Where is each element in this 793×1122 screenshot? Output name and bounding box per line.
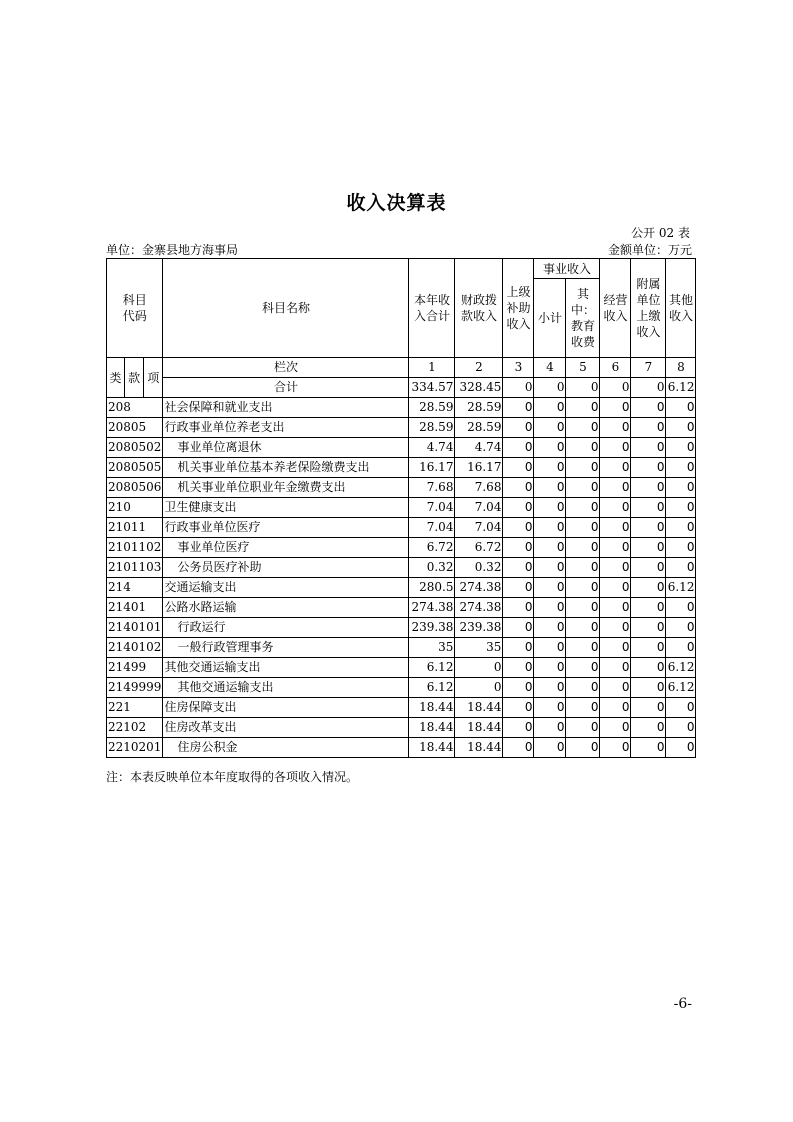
amount-cell: 0 [666, 558, 696, 578]
table-row [107, 698, 696, 718]
header-edu-fee: 其中：教育收费 [566, 279, 600, 358]
amount-cell: 0 [631, 398, 666, 418]
table-row [107, 438, 696, 458]
amount-cell: 0 [666, 438, 696, 458]
amount-cell: 280.5 [409, 578, 455, 598]
amount-cell: 28.59 [409, 398, 455, 418]
amount-cell: 6.12 [409, 658, 455, 678]
amount-cell: 0 [631, 658, 666, 678]
amount-cell: 7.04 [455, 498, 503, 518]
amount-cell: 0 [666, 538, 696, 558]
amount-cell: 0 [600, 478, 631, 498]
amount-cell: 0 [600, 698, 631, 718]
amount-cell: 0 [503, 598, 534, 618]
amount-cell: 0 [566, 698, 600, 718]
subject-name-cell: 公路水路运输 [163, 598, 409, 618]
amount-cell: 0 [566, 578, 600, 598]
amount-cell: 0 [600, 418, 631, 438]
amount-cell: 35 [455, 638, 503, 658]
column-number: 5 [566, 358, 600, 378]
header-fiscal: 财政拨款收入 [455, 259, 503, 358]
subject-code-cell: 210 [107, 498, 163, 518]
subject-name-cell: 其他交通运输支出 [163, 658, 409, 678]
amount-cell: 0 [600, 598, 631, 618]
page-title: 收入决算表 [346, 192, 447, 214]
amount-cell: 16.17 [409, 458, 455, 478]
amount-cell: 0 [666, 638, 696, 658]
header-upper-subsidy: 上级补助收入 [503, 259, 534, 358]
amount-cell: 0 [566, 558, 600, 578]
header-subject-code: 科目代码 [107, 259, 163, 358]
amount-cell: 0 [631, 478, 666, 498]
table-row [107, 718, 696, 738]
amount-cell: 0 [600, 498, 631, 518]
amount-cell: 0 [600, 398, 631, 418]
subject-code-cell: 21499 [107, 658, 163, 678]
table-row [107, 418, 696, 438]
subject-code-cell: 214 [107, 578, 163, 598]
amount-cell: 0 [600, 638, 631, 658]
amount-cell: 0 [566, 678, 600, 698]
total-row-label: 合计 [163, 378, 409, 398]
amount-cell: 28.59 [455, 418, 503, 438]
subject-code-cell: 2101102 [107, 538, 163, 558]
subject-name-cell: 事业单位医疗 [163, 538, 409, 558]
amount-cell: 0 [566, 418, 600, 438]
subject-name-cell: 行政运行 [163, 618, 409, 638]
amount-cell: 0 [631, 538, 666, 558]
amount-cell: 0 [534, 638, 566, 658]
amount-cell: 0 [600, 738, 631, 758]
amount-cell: 0 [600, 458, 631, 478]
amount-cell: 0 [566, 638, 600, 658]
amount-cell: 35 [409, 638, 455, 658]
subject-code-cell: 20805 [107, 418, 163, 438]
amount-cell: 0 [631, 638, 666, 658]
amount-cell: 0 [503, 538, 534, 558]
unit-label: 单位：金寨县地方海事局 [106, 243, 239, 257]
amount-cell: 274.38 [455, 598, 503, 618]
amount-cell: 0 [600, 678, 631, 698]
amount-cell: 0 [503, 678, 534, 698]
amount-cell: 0 [503, 498, 534, 518]
amount-cell: 0 [666, 518, 696, 538]
amount-cell: 0 [666, 478, 696, 498]
total-cell: 0 [566, 378, 600, 398]
amount-cell: 0 [631, 578, 666, 598]
amount-cell: 0 [666, 598, 696, 618]
header-shiye: 事业收入 [534, 259, 600, 279]
money-unit-label: 金额单位：万元 [607, 243, 692, 257]
amount-cell: 0 [666, 718, 696, 738]
amount-cell: 0 [566, 458, 600, 478]
subject-name-cell: 卫生健康支出 [163, 498, 409, 518]
subject-code-cell: 2210201 [107, 738, 163, 758]
subject-name-cell: 行政事业单位养老支出 [163, 418, 409, 438]
header-kuan: 款 [125, 358, 144, 398]
table-row [107, 458, 696, 478]
total-cell: 0 [503, 378, 534, 398]
subject-name-cell: 行政事业单位医疗 [163, 518, 409, 538]
total-cell: 0 [534, 378, 566, 398]
amount-cell: 0.32 [455, 558, 503, 578]
table-row [107, 578, 696, 598]
amount-cell: 0 [534, 418, 566, 438]
form-number: 公开 02 表 [631, 226, 690, 240]
subject-code-cell: 208 [107, 398, 163, 418]
column-number: 3 [503, 358, 534, 378]
header-xiang: 项 [144, 358, 163, 398]
amount-cell: 0 [503, 618, 534, 638]
amount-cell: 239.38 [455, 618, 503, 638]
subject-code-cell: 2149999 [107, 678, 163, 698]
amount-cell: 0 [666, 738, 696, 758]
amount-cell: 0 [566, 478, 600, 498]
income-table [106, 258, 696, 758]
column-number: 4 [534, 358, 566, 378]
total-cell: 334.57 [409, 378, 455, 398]
amount-cell: 0 [503, 398, 534, 418]
amount-cell: 0 [600, 618, 631, 638]
header-other: 其他收入 [666, 259, 696, 358]
amount-cell: 0 [666, 618, 696, 638]
amount-cell: 0 [566, 498, 600, 518]
amount-cell: 0 [534, 458, 566, 478]
amount-cell: 0 [631, 418, 666, 438]
amount-cell: 0 [455, 678, 503, 698]
amount-cell: 0 [566, 658, 600, 678]
amount-cell: 6.72 [455, 538, 503, 558]
header-subtotal: 小计 [534, 279, 566, 358]
subject-name-cell: 交通运输支出 [163, 578, 409, 598]
amount-cell: 0 [600, 558, 631, 578]
amount-cell: 0 [600, 658, 631, 678]
amount-cell: 0 [566, 398, 600, 418]
amount-cell: 7.04 [409, 498, 455, 518]
amount-cell: 0 [503, 478, 534, 498]
header-operating: 经营收入 [600, 259, 631, 358]
amount-cell: 239.38 [409, 618, 455, 638]
amount-cell: 0 [566, 538, 600, 558]
total-cell: 6.12 [666, 378, 696, 398]
amount-cell: 0 [534, 498, 566, 518]
amount-cell: 0 [534, 618, 566, 638]
amount-cell: 0 [631, 718, 666, 738]
amount-cell: 18.44 [409, 718, 455, 738]
subject-code-cell: 22102 [107, 718, 163, 738]
amount-cell: 0 [503, 658, 534, 678]
amount-cell: 4.74 [455, 438, 503, 458]
amount-cell: 0 [503, 518, 534, 538]
amount-cell: 0 [631, 698, 666, 718]
amount-cell: 0 [455, 658, 503, 678]
table-row [107, 618, 696, 638]
subject-name-cell: 住房公积金 [163, 738, 409, 758]
table-row [107, 678, 696, 698]
subject-code-cell: 2080505 [107, 458, 163, 478]
amount-cell: 0.32 [409, 558, 455, 578]
subject-code-cell: 2080506 [107, 478, 163, 498]
amount-cell: 0 [503, 718, 534, 738]
amount-cell: 7.04 [455, 518, 503, 538]
amount-cell: 0 [534, 478, 566, 498]
amount-cell: 6.72 [409, 538, 455, 558]
table-row [107, 658, 696, 678]
amount-cell: 18.44 [455, 738, 503, 758]
amount-cell: 6.12 [409, 678, 455, 698]
amount-cell: 7.68 [455, 478, 503, 498]
header-affiliated: 附属单位上缴收入 [631, 259, 666, 358]
amount-cell: 0 [600, 538, 631, 558]
table-row [107, 478, 696, 498]
subject-code-cell: 21401 [107, 598, 163, 618]
amount-cell: 0 [631, 438, 666, 458]
amount-cell: 18.44 [409, 738, 455, 758]
amount-cell: 0 [534, 558, 566, 578]
amount-cell: 274.38 [409, 598, 455, 618]
total-cell: 0 [631, 378, 666, 398]
subject-name-cell: 住房保障支出 [163, 698, 409, 718]
subject-code-cell: 221 [107, 698, 163, 718]
amount-cell: 0 [600, 438, 631, 458]
amount-cell: 28.59 [409, 418, 455, 438]
amount-cell: 0 [631, 678, 666, 698]
header-lei: 类 [107, 358, 125, 398]
amount-cell: 0 [566, 518, 600, 538]
amount-cell: 16.17 [455, 458, 503, 478]
amount-cell: 18.44 [409, 698, 455, 718]
amount-cell: 0 [631, 558, 666, 578]
subject-name-cell: 住房改革支出 [163, 718, 409, 738]
amount-cell: 0 [534, 538, 566, 558]
subject-name-cell: 其他交通运输支出 [163, 678, 409, 698]
amount-cell: 0 [566, 618, 600, 638]
page-number: -6- [673, 996, 692, 1012]
amount-cell: 0 [503, 558, 534, 578]
column-number: 7 [631, 358, 666, 378]
amount-cell: 18.44 [455, 718, 503, 738]
amount-cell: 0 [534, 718, 566, 738]
subject-code-cell: 21011 [107, 518, 163, 538]
amount-cell: 0 [631, 598, 666, 618]
subject-code-cell: 2101103 [107, 558, 163, 578]
table-note: 注：本表反映单位本年度取得的各项收入情况。 [106, 770, 359, 784]
amount-cell: 0 [566, 738, 600, 758]
amount-cell: 0 [666, 418, 696, 438]
amount-cell: 0 [666, 498, 696, 518]
total-cell: 0 [600, 378, 631, 398]
subject-name-cell: 公务员医疗补助 [163, 558, 409, 578]
subject-name-cell: 社会保障和就业支出 [163, 398, 409, 418]
amount-cell: 0 [503, 738, 534, 758]
subject-name-cell: 一般行政管理事务 [163, 638, 409, 658]
column-row-label: 栏次 [163, 358, 409, 378]
amount-cell: 0 [503, 638, 534, 658]
amount-cell: 0 [503, 418, 534, 438]
table-row [107, 738, 696, 758]
amount-cell: 0 [631, 738, 666, 758]
amount-cell: 0 [503, 458, 534, 478]
subject-code-cell: 2080502 [107, 438, 163, 458]
table-row [107, 638, 696, 658]
subject-name-cell: 机关事业单位基本养老保险缴费支出 [163, 458, 409, 478]
amount-cell: 0 [666, 698, 696, 718]
amount-cell: 28.59 [455, 398, 503, 418]
subject-code-cell: 2140102 [107, 638, 163, 658]
amount-cell: 0 [534, 678, 566, 698]
amount-cell: 6.12 [666, 658, 696, 678]
subject-code-cell: 2140101 [107, 618, 163, 638]
amount-cell: 0 [503, 698, 534, 718]
amount-cell: 0 [600, 518, 631, 538]
amount-cell: 6.12 [666, 678, 696, 698]
table-row [107, 558, 696, 578]
amount-cell: 0 [600, 718, 631, 738]
amount-cell: 4.74 [409, 438, 455, 458]
amount-cell: 0 [566, 438, 600, 458]
table-row [107, 538, 696, 558]
amount-cell: 7.68 [409, 478, 455, 498]
amount-cell: 0 [534, 698, 566, 718]
header-total-income: 本年收入合计 [409, 259, 455, 358]
table-row [107, 398, 696, 418]
amount-cell: 0 [534, 578, 566, 598]
column-number: 1 [409, 358, 455, 378]
amount-cell: 0 [534, 518, 566, 538]
total-cell: 328.45 [455, 378, 503, 398]
column-number: 2 [455, 358, 503, 378]
amount-cell: 0 [600, 578, 631, 598]
table-row [107, 518, 696, 538]
amount-cell: 274.38 [455, 578, 503, 598]
amount-cell: 0 [566, 718, 600, 738]
amount-cell: 0 [566, 598, 600, 618]
amount-cell: 0 [534, 438, 566, 458]
table-row [107, 598, 696, 618]
amount-cell: 0 [534, 598, 566, 618]
amount-cell: 0 [534, 398, 566, 418]
header-subject-name: 科目名称 [163, 259, 409, 358]
amount-cell: 0 [534, 658, 566, 678]
amount-cell: 18.44 [455, 698, 503, 718]
amount-cell: 0 [503, 438, 534, 458]
amount-cell: 6.12 [666, 578, 696, 598]
table-row [107, 498, 696, 518]
amount-cell: 0 [631, 498, 666, 518]
column-number: 6 [600, 358, 631, 378]
amount-cell: 0 [534, 738, 566, 758]
amount-cell: 0 [631, 518, 666, 538]
amount-cell: 0 [503, 578, 534, 598]
amount-cell: 7.04 [409, 518, 455, 538]
amount-cell: 0 [631, 618, 666, 638]
column-number: 8 [666, 358, 696, 378]
amount-cell: 0 [666, 458, 696, 478]
amount-cell: 0 [666, 398, 696, 418]
subject-name-cell: 事业单位离退休 [163, 438, 409, 458]
amount-cell: 0 [631, 458, 666, 478]
subject-name-cell: 机关事业单位职业年金缴费支出 [163, 478, 409, 498]
